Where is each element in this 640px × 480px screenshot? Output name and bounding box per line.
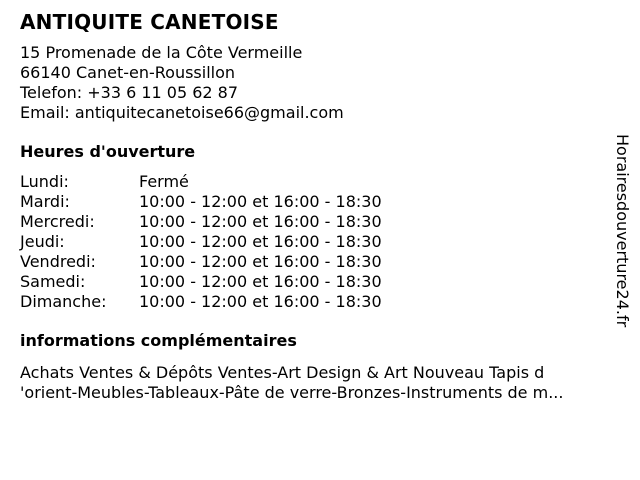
site-watermark: Horairesdouverture24.fr bbox=[613, 134, 632, 328]
business-name: ANTIQUITE CANETOISE bbox=[20, 10, 279, 34]
hours-day: Jeudi: bbox=[20, 232, 65, 251]
hours-day: Lundi: bbox=[20, 172, 69, 191]
hours-day: Vendredi: bbox=[20, 252, 96, 271]
hours-time: 10:00 - 12:00 et 16:00 - 18:30 bbox=[139, 212, 382, 231]
hours-day: Mardi: bbox=[20, 192, 70, 211]
phone-number: Telefon: +33 6 11 05 62 87 bbox=[20, 83, 239, 102]
business-card bbox=[20, 10, 610, 403]
hours-day: Dimanche: bbox=[20, 292, 107, 311]
hours-row bbox=[20, 192, 610, 212]
contact-block bbox=[20, 43, 610, 123]
hours-row bbox=[20, 292, 610, 312]
hours-day: Mercredi: bbox=[20, 212, 95, 231]
hours-time: 10:00 - 12:00 et 16:00 - 18:30 bbox=[139, 232, 382, 251]
hours-row bbox=[20, 212, 610, 232]
info-heading: informations complémentaires bbox=[20, 331, 297, 350]
hours-day: Samedi: bbox=[20, 272, 86, 291]
address-street: 15 Promenade de la Côte Vermeille bbox=[20, 43, 303, 62]
address-city: 66140 Canet-en-Roussillon bbox=[20, 63, 236, 82]
hours-time: 10:00 - 12:00 et 16:00 - 18:30 bbox=[139, 192, 382, 211]
info-line: 'orient-Meubles-Tableaux-Pâte de verre-Bronzes-Instruments de m... bbox=[20, 383, 564, 402]
info-line: Achats Ventes & Dépôts Ventes-Art Design & Art Nouveau Tapis d bbox=[20, 363, 545, 382]
hours-heading: Heures d'ouverture bbox=[20, 142, 196, 161]
email-address: Email: antiquitecanetoise66@gmail.com bbox=[20, 103, 344, 122]
hours-row bbox=[20, 172, 610, 192]
hours-table bbox=[20, 172, 610, 312]
hours-row bbox=[20, 272, 610, 292]
hours-row bbox=[20, 232, 610, 252]
hours-time: 10:00 - 12:00 et 16:00 - 18:30 bbox=[139, 252, 382, 271]
hours-time: Fermé bbox=[139, 172, 189, 191]
hours-row bbox=[20, 252, 610, 272]
hours-time: 10:00 - 12:00 et 16:00 - 18:30 bbox=[139, 292, 382, 311]
hours-time: 10:00 - 12:00 et 16:00 - 18:30 bbox=[139, 272, 382, 291]
info-description bbox=[20, 363, 620, 403]
